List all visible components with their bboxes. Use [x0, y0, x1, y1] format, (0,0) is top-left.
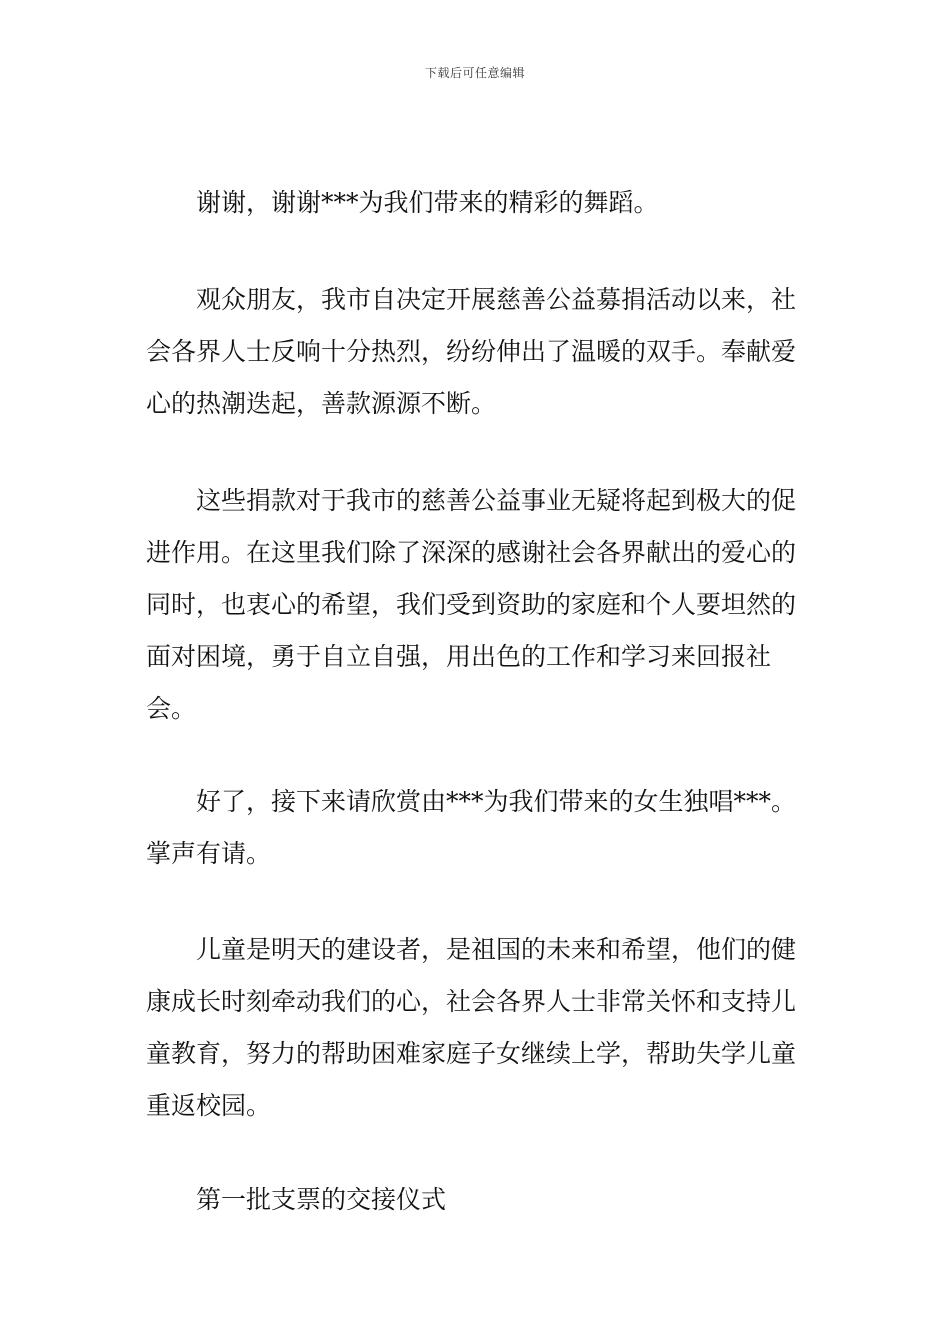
page-header: 下载后可任意编辑 [424, 66, 525, 80]
paragraph-charity-campaign: 观众朋友，我市自决定开展慈善公益募捐活动以来，社会各界人士反响十分热烈，纷纷伸出了温暖的双手。奉献爱心的热潮迭起，善款源源不断。 [146, 285, 797, 418]
paragraph-children-education: 儿童是明天的建设者，是祖国的未来和希望，他们的健康成长时刻牵动我们的心，社会各界人士非常关怀和支持儿童教育，努力的帮助困难家庭子女继续上学，帮助失学儿童重返校园。 [146, 935, 797, 1120]
paragraph-cheque-ceremony: 第一批支票的交接仪式 [196, 1185, 447, 1214]
paragraph-thanks-dance: 谢谢，谢谢***为我们带来的精彩的舞蹈。 [196, 188, 659, 217]
paragraph-donations-impact: 这些捐款对于我市的慈善公益事业无疑将起到极大的促进作用。在这里我们除了深深的感谢社会各界献出的爱心的同时，也衷心的希望，我们受到资助的家庭和个人要坦然的面对困境，勇于自立自强，用出色的工作和学习来回报社会。 [146, 486, 797, 723]
paragraph-solo-introduction: 好了，接下来请欣赏由***为我们带来的女生独唱***。掌声有请。 [146, 787, 797, 868]
